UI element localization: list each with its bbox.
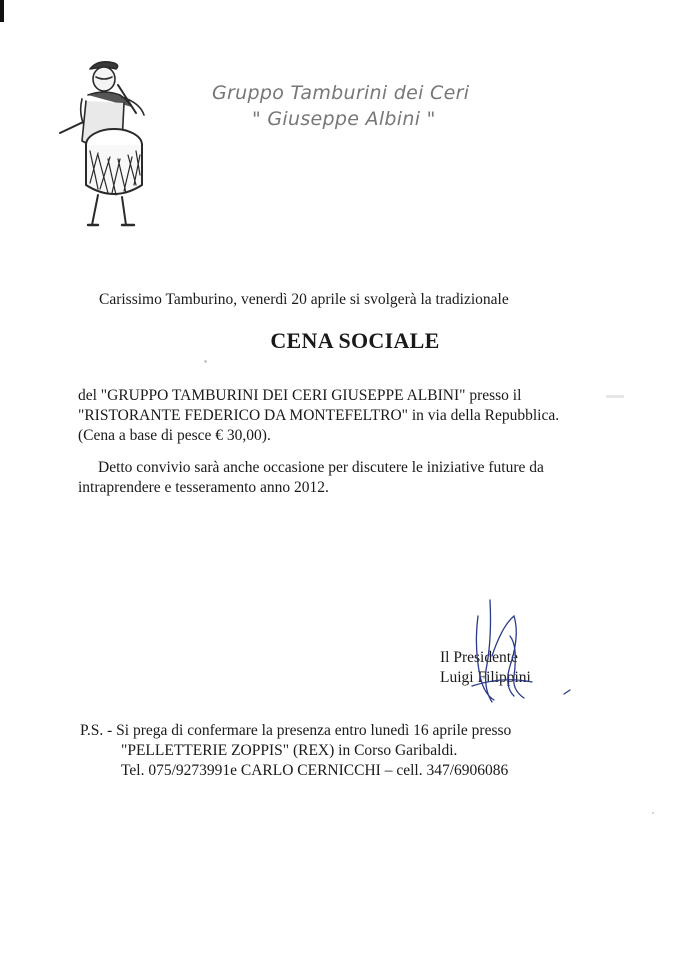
paragraph-dinner-details <box>78 386 598 446</box>
intro-text: Carissimo Tamburino, venerdì 20 aprile si svolgerà la tradizionale <box>99 291 509 308</box>
letter-title: CENA SOCIALE <box>270 328 440 353</box>
postscript-line: "PELLETTERIE ZOPPIS" (REX) in Corso Garibaldi. <box>121 742 458 759</box>
paragraph-line: intraprendere e tesseramento anno 2012. <box>78 479 329 496</box>
paragraph-line: del "GRUPPO TAMBURINI DEI CERI GIUSEPPE ALBINI" presso il <box>78 387 522 404</box>
drummer-logo-icon <box>52 55 164 230</box>
scan-speck <box>204 360 207 363</box>
handwritten-signature-icon <box>452 596 582 716</box>
group-name-line2: " Giuseppe Albini " <box>252 108 436 130</box>
postscript-contact: Tel. 075/9273991e CARLO CERNICCHI – cell. 347/6906086 <box>121 762 509 779</box>
group-name-header <box>212 80 512 132</box>
paragraph-line: "RISTORANTE FEDERICO DA MONTEFELTRO" in via della Repubblica. <box>78 407 560 424</box>
signatory-role: Il Presidente <box>440 649 518 666</box>
scan-edge-mark <box>0 0 4 22</box>
postscript-line: P.S. - Si prega di confermare la presenza entro lunedì 16 aprile presso <box>80 722 512 739</box>
paragraph-line: Detto convivio sarà anche occasione per discutere le iniziative future da <box>98 459 544 476</box>
scan-speck <box>652 812 654 814</box>
group-name-line1: Gruppo Tamburini dei Ceri <box>212 82 470 104</box>
scan-speck <box>606 395 624 398</box>
postscript <box>80 721 511 781</box>
paragraph-agenda <box>78 458 578 498</box>
signatory-name: Luigi Filippini <box>440 669 531 686</box>
paragraph-line: (Cena a base di pesce € 30,00). <box>78 427 271 444</box>
